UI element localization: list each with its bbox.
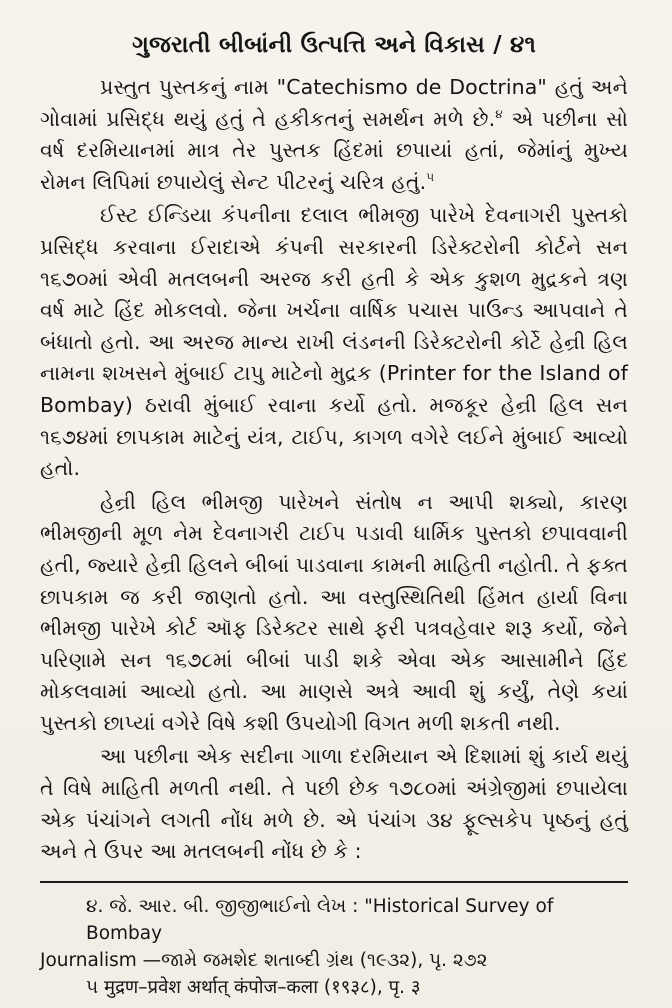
footnote-4-line-2: Journalism —જામે જમશેદ શતાબ્દી ગ્રંથ (૧૯૩૨), પૃ. ૨૭૨: [40, 949, 488, 971]
footnote-5: ૫ मुद्रण–प्रवेश अर्थात् कंपोज–कला (१९३८), पृ. ३: [86, 976, 421, 998]
main-text: [40, 72, 628, 868]
paragraph-2: ઈસ્ટ ઈન્ડિયા કંપનીના દલાલ ભીમજી પારેખે દેવનાગરી પુસ્તકો પ્રસિદ્ધ કરવાના ઈરાદાએ કંપની સરકારની ડિરેક્ટરોની કોર્ટને સન ૧૬૭૦માં એવી મતલબની અરજ કરી હતી કે એક કુશળ મુદ્રકને ત્રણ વર્ષ માટે હિંદ મોકલવો. જેના ખર્ચના વાર્ષિક પચાસ પાઉન્ડ આપવાને તે બંધાતો હતો. આ અરજ માન્ય રાખી લંડનની ડિરેક્ટરોની કોર્ટે હેન્રી હિલ નામના શખસને મુંબાઈ ટાપુ માટેનો મુદ્રક (Printer for the Island of Bombay) ઠરાવી મુંબાઈ રવાના કર્યો હતો. મજકૂર હેન્રી હિલ સન ૧૬૭૪માં છાપકામ માટેનું યંત્ર, ટાઈપ, કાગળ વગેરે લઈને મુંબાઈ આવ્યો હતો.: [40, 203, 628, 481]
footnotes: [40, 893, 628, 1001]
paragraph-4: આ પછીના એક સદીના ગાળા દરમિયાન એ દિશામાં શું કાર્ય થયું તે વિષે માહિતી મળતી નથી. તે પછી છેક ૧૭૮૦માં અંગ્રેજીમાં છપાયેલા એક પંચાંગને લગતી નોંધ મળે છે. એ પંચાંગ ૩૪ ફૂલ્સકેપ પૃષ્ઠનું હતું અને તે ઉપર આ મતલબની નોંધ છે કે :: [40, 744, 628, 864]
page-header: ગુજરાતી બીબાંની ઉત્પત્તિ અને વિકાસ / ૪૧: [132, 32, 536, 58]
footnote-divider: [40, 881, 628, 883]
paragraph-1: [40, 72, 628, 198]
paragraph-1-text-b: એ પછીના સો વર્ષ દરમિયાનમાં માત્ર તેર પુસ્તક હિંદમાં છપાયાં હતાં, જેમાંનું મુખ્ય રોમન લિપિમાં છપાયેલું સેન્ટ પીટરનું ચરિત્ર હતું.: [40, 106, 629, 194]
footnote-ref-5: ૫: [426, 169, 435, 184]
paragraph-1-text-a: પ્રસ્તુત પુસ્તકનું નામ "Catechismo de Doctrina" હતું અને ગોવામાં પ્રસિદ્ધ થયું હતું તે હકીકતનું સમર્થન મળે છે.: [40, 75, 628, 131]
footnote-ref-4: ૪: [495, 106, 503, 121]
paragraph-3: હેન્રી હિલ ભીમજી પારેખને સંતોષ ન આપી શક્યો, કારણ ભીમજીની મૂળ નેમ દેવનાગરી ટાઈપ પડાવી ધાર્મિક પુસ્તકો છપાવવાની હતી, જ્યારે હેન્રી હિલને બીબાં પાડવાના કામની માહિતી નહોતી. તે ફક્ત છાપકામ જ કરી જાણતો હતો. આ વસ્તુસ્થિતિથી હિંમત હાર્યા વિના ભીમજી પારેખે કોર્ટ ઑફ ડિરેક્ટર સાથે ફરી પત્રવહેવાર શરૂ કર્યો, જેને પરિણામે સન ૧૬૭૮માં બીબાં પાડી શકે એવા એક આસામીને હિંદ મોકલવામાં આવ્યો હતો. આ માણસે અત્રે આવી શું કર્યું, તેણે કયાં પુસ્તકો છાપ્યાં વગેરે વિષે કશી ઉપયોગી વિગત મળી શકતી નથી.: [40, 489, 628, 735]
footnote-4-line-1: ૪. જે. આર. બી. જીજીભાઈનો લેખ : "Historical Survey of Bombay: [86, 895, 554, 944]
